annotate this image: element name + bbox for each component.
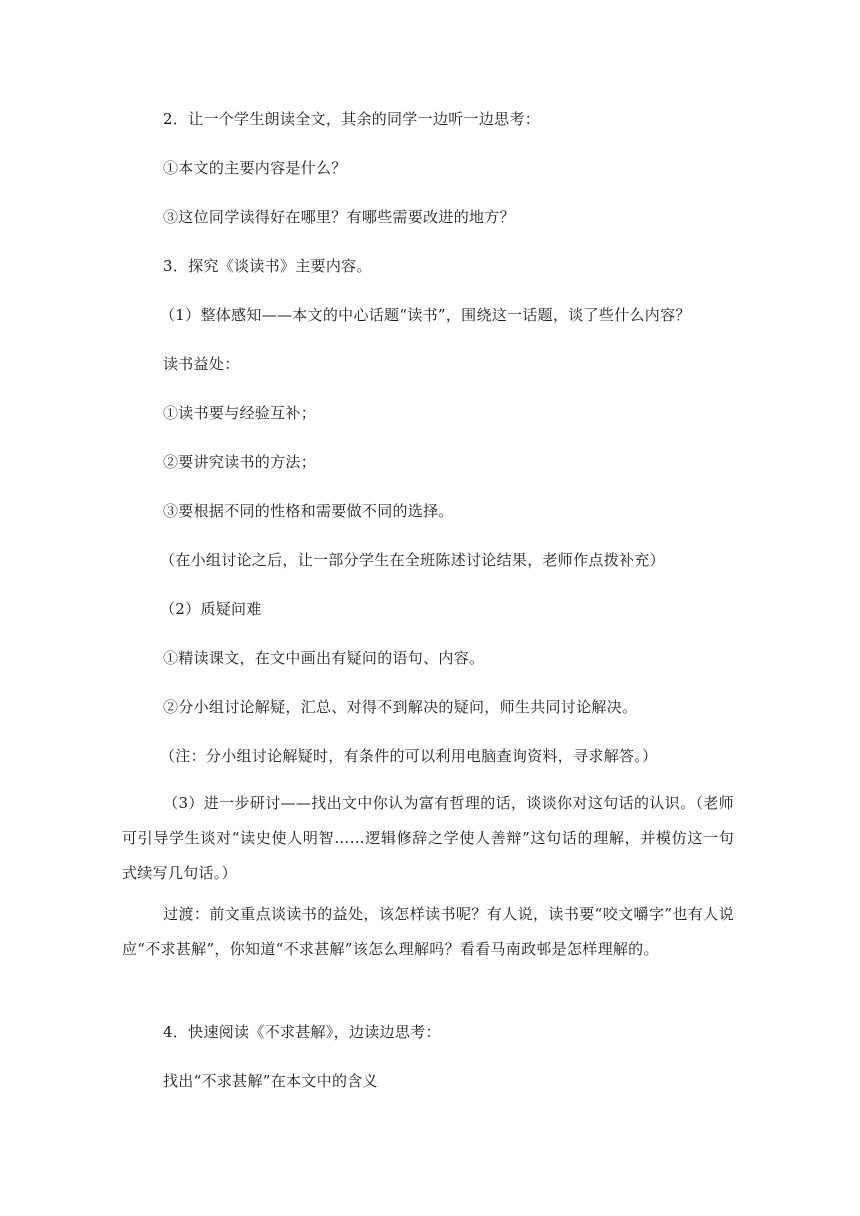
research-paragraph bbox=[122, 786, 734, 891]
transition-paragraph-text: 过渡：前文重点谈读书的益处，该怎样读书呢？有人说，读书要“咬文嚼字”也有人说应“不求甚解”，你知道“不求甚解”该怎么理解吗？看看马南政邨是怎样理解的。 bbox=[122, 905, 734, 958]
step-4-heading: 4．快速阅读《不求甚解》，边读边思考： bbox=[163, 1023, 441, 1041]
group-discussion-note: （在小组讨论之后，让一部分学生在全班陈述讨论结果，老师作点拨补充） bbox=[160, 551, 665, 569]
benefits-label: 读书益处： bbox=[163, 355, 240, 373]
research-paragraph-text: （3）进一步研讨——找出文中你认为富有哲理的话，谈谈你对这句话的认识。（老师可引导学生谈对“读史使人明智……逻辑修辞之学使人善辩”这句话的理解，并模仿这一句式续写几句话。） bbox=[122, 794, 734, 882]
questioning-item-1: ①精读课文，在文中画出有疑问的语句、内容。 bbox=[163, 649, 485, 667]
benefit-item-2: ②要讲究读书的方法； bbox=[163, 453, 317, 471]
question-3: ③这位同学读得好在哪里？有哪些需要改进的地方？ bbox=[163, 208, 515, 226]
question-1: ①本文的主要内容是什么？ bbox=[163, 159, 347, 177]
questioning-subheading: （2）质疑问难 bbox=[160, 600, 262, 618]
benefit-item-3: ③要根据不同的性格和需要做不同的选择。 bbox=[163, 502, 454, 520]
questioning-item-2: ②分小组讨论解疑，汇总、对得不到解决的疑问，师生共同讨论解决。 bbox=[163, 698, 638, 716]
transition-paragraph bbox=[122, 897, 734, 967]
find-meaning-task: 找出“不求甚解”在本文中的含义 bbox=[163, 1072, 378, 1090]
benefit-item-1: ①读书要与经验互补； bbox=[163, 404, 317, 422]
overview-subheading: （1）整体感知——本文的中心话题“读书”，围绕这一话题，谈了些什么内容？ bbox=[160, 306, 691, 324]
step-3-heading: 3．探究《谈读书》主要内容。 bbox=[163, 257, 372, 275]
step-2-instruction: 2．让一个学生朗读全文，其余的同学一边听一边思考： bbox=[163, 110, 541, 128]
questioning-note: （注：分小组讨论解疑时，有条件的可以利用电脑查询资料，寻求解答。） bbox=[160, 747, 658, 765]
